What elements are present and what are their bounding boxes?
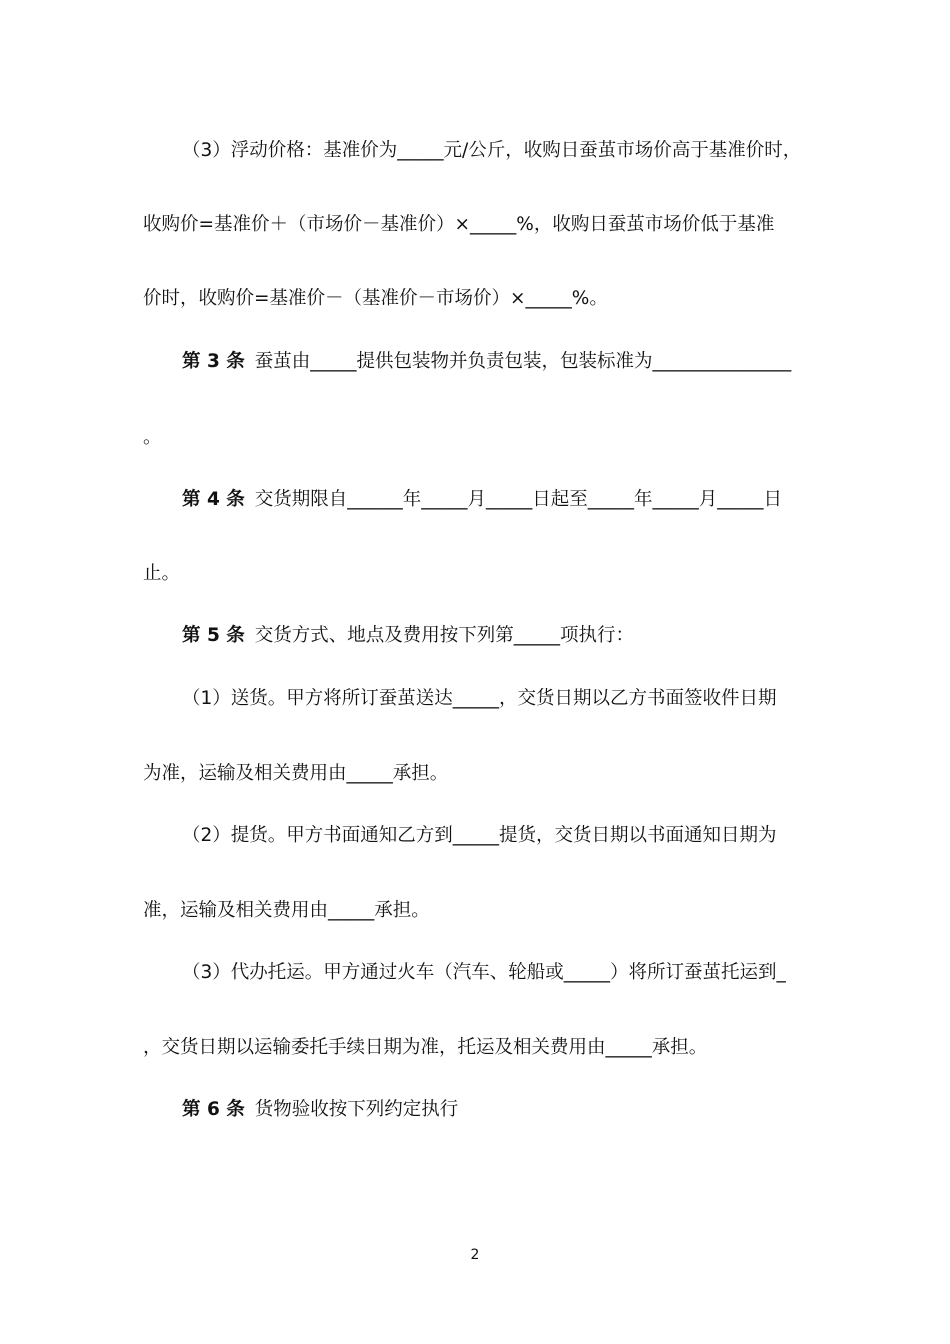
article-number: 第 3 条 (182, 351, 245, 372)
paragraph-line: （3）代办托运。甲方通过火车（汽车、轮船或_____）将所订蚕茧托运到_ (182, 962, 786, 983)
article-5: 第 5 条 交货方式、地点及费用按下列第_____项执行： (182, 625, 635, 646)
article-6: 第 6 条 货物验收按下列约定执行 (182, 1099, 459, 1120)
article-number: 第 4 条 (182, 489, 245, 510)
paragraph-line: （3）浮动价格：基准价为_____元/公斤，收购日蚕茧市场价高于基准价时， (182, 140, 802, 161)
article-number: 第 5 条 (182, 625, 245, 646)
paragraph-line: 准，运输及相关费用由_____承担。 (143, 900, 430, 921)
paragraph-line: 止。 (143, 563, 181, 584)
paragraph-line: 。 (143, 427, 162, 448)
paragraph-line: 为准，运输及相关费用由_____承担。 (143, 763, 449, 784)
paragraph-line: 价时，收购价=基准价－（基准价－市场价）×_____%。 (143, 288, 608, 309)
page-number: 2 (470, 1247, 480, 1263)
paragraph-line: 收购价=基准价＋（市场价－基准价）×_____%，收购日蚕茧市场价低于基准 (143, 214, 775, 235)
article-3: 第 3 条 蚕茧由_____提供包装物并负责包装，包装标准为_______________ (182, 351, 792, 372)
paragraph-line: （1）送货。甲方将所订蚕茧送达_____，交货日期以乙方书面签收件日期 (182, 688, 777, 709)
article-number: 第 6 条 (182, 1099, 245, 1120)
paragraph-line: ，交货日期以运输委托手续日期为准，托运及相关费用由_____承担。 (143, 1037, 708, 1058)
paragraph-line: （2）提货。甲方书面通知乙方到_____提货，交货日期以书面通知日期为 (182, 825, 777, 846)
article-4: 第 4 条 交货期限自______年_____月_____日起至_____年_____月_____日 (182, 489, 783, 510)
